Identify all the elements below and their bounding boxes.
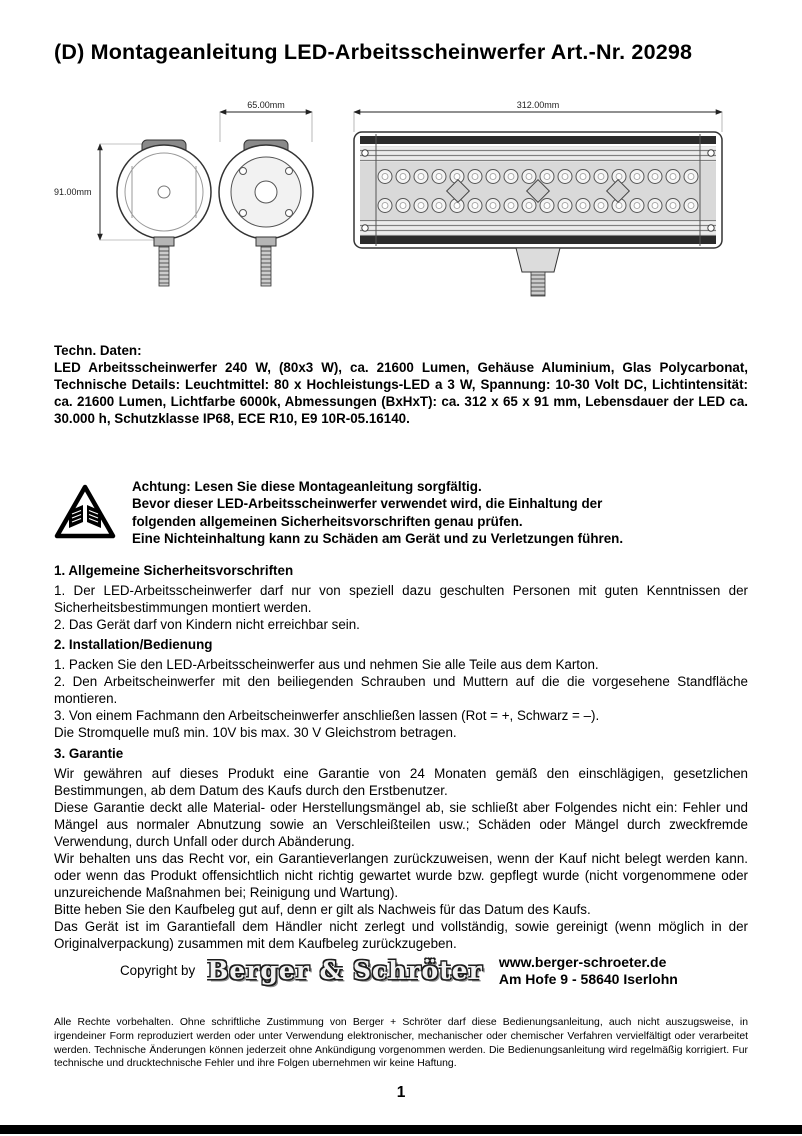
heatsink-fins-bottom	[360, 220, 716, 236]
bottom-bar	[0, 1125, 802, 1134]
section-line: Bitte heben Sie den Kaufbeleg gut auf, denn er gilt als Nachweis für das Datum des Kaufs.	[54, 902, 591, 917]
section-2-heading: 2. Installation/Bedienung	[54, 637, 213, 652]
tech-data-body: LED Arbeitsscheinwerfer 240 W, (80x3 W), ca. 21600 Lumen, Gehäuse Aluminium, Glas Polycarbonat, Technische Details: Leuchtmittel: 80 x Hochleistungs-LED a 3 W, Spannung: 10-30 Volt DC, Lichtintensität: ca. 21600 Lumen, Lichtfarbe 6000k, Abmessungen (BxHxT): ca. 312 x 65 x 91 mm, Lebensdauer der LED ca. 30.000 h, Schutzklasse IP68, ECE R10, E9 10R-05.16140.	[54, 360, 748, 426]
website-text: www.berger-schroeter.de	[498, 954, 667, 970]
page-number: 1	[396, 1084, 406, 1101]
contact-block	[499, 954, 678, 987]
drawing-bar-view	[354, 100, 722, 296]
dimension-label-height: 91.00mm	[54, 187, 92, 197]
company-logo: Berger & Schröter	[207, 956, 483, 985]
section-line: Das Gerät ist im Garantiefall dem Händler nicht zerlegt und vollständig, sowie gereinigt (wenn möglich in der Originalverpackung) zusammen mit dem Kaufbeleg zurückzugeben.	[54, 919, 748, 951]
lamp-stem-nut	[256, 237, 276, 246]
bar-mounting-bolt	[531, 272, 545, 296]
section-line: 1. Packen Sie den LED-Arbeitsscheinwerfer aus und nehmen Sie alle Teile aus dem Karton.	[54, 657, 599, 672]
lamp-stem-nut	[154, 237, 174, 246]
warning-text	[132, 478, 658, 548]
section-line: Diese Garantie deckt alle Material- oder Herstellungsmängel ab, sie schließt aber Folgendes nicht ein: Fehler und Mängel aus normaler Abnutzung sowie an Verschleißteilen usw.; Schäden oder Mängel durch zweckfremde Verwendung, durch Unfall oder durch Abänderung.	[54, 800, 748, 849]
section-safety	[54, 562, 748, 633]
section-line: Wir behalten uns das Recht vor, ein Garantieverlangen zurückzuweisen, wenn der Kauf nicht belegt werden kann. oder wenn das Produkt offensichtlich nicht richtig gewartet wurde bzw. gepflegt wurde (nicht vorgenommene oder unzureichende Maßnahmen bei; Reinigung und Wartung).	[54, 851, 748, 900]
section-line: 3. Von einem Fachmann den Arbeitscheinwerfer anschließen lassen (Rot = +, Schwarz = –).	[54, 708, 600, 723]
section-line: 2. Den Arbeitscheinwerfer mit den beiliegenden Schrauben und Muttern auf die die vorgesehene Standfläche montieren.	[54, 674, 748, 706]
address-text: Am Hofe 9 - 58640 Iserlohn	[498, 970, 678, 987]
dimension-label-width-small: 65.00mm	[247, 100, 285, 110]
warning-line: Eine Nichteinhaltung kann zu Schäden am Gerät und zu Verletzungen führen.	[132, 531, 624, 547]
page-title: (D) Montageanleitung LED-Arbeitsscheinwerfer Art.-Nr. 20298	[54, 40, 693, 64]
section-warranty	[54, 745, 748, 952]
legal-text: Alle Rechte vorbehalten. Ohne schriftliche Zustimmung von Berger + Schröter darf diese Bedienungsanleitung, auch nicht auszugsweise, in irgendeiner Form reproduziert werden oder unter Verwendung elektronischer, mechanischer oder chemischer Verfahren vervielfältigt oder verarbeitet werden. Technische Änderungen können jederzeit ohne Ankündigung vorgenommen werden. Die Bedienungsanleitung wird regelmäßig korrigiert. Fur technische und drucktechnische Fehler und ihre Folgen ubernehmen wir keine Haftung.	[54, 1017, 748, 1070]
drawing-front-view	[219, 100, 313, 286]
section-line: Wir gewähren auf dieses Produkt eine Garantie von 24 Monaten gemäß den einschlägigen, gesetzlichen Bestimmungen, ab dem Datum des Kaufs durch den Erstbenutzer.	[54, 766, 748, 798]
lamp-mounting-bolt	[159, 246, 169, 286]
technical-drawing	[54, 98, 748, 320]
heatsink-fins-top	[360, 146, 716, 162]
section-installation	[54, 636, 748, 741]
section-3-heading: 3. Garantie	[54, 746, 124, 761]
drawing-side-view	[54, 140, 211, 286]
copyright-label: Copyright by	[120, 963, 196, 978]
section-line: 1. Der LED-Arbeitsscheinwerfer darf nur von speziell dazu geschulten Personen mit guten Kenntnissen der Sicherheitsbestimmungen montiert werden.	[54, 583, 748, 615]
bar-mounting-bracket	[516, 248, 560, 272]
warning-line: Bevor dieser LED-Arbeitsscheinwerfer verwendet wird, die Einhaltung der folgenden allgemeinen Sicherheitsvorschriften genau prüfen.	[132, 496, 603, 529]
lamp-side-body	[117, 145, 211, 239]
warning-block	[54, 478, 748, 548]
drawing-svg	[54, 98, 754, 320]
dimension-label-width-bar: 312.00mm	[516, 100, 560, 110]
section-1-heading: 1. Allgemeine Sicherheitsvorschriften	[54, 563, 294, 578]
warning-line: Achtung: Lesen Sie diese Montageanleitung sorgfältig.	[132, 479, 482, 494]
section-line: Die Stromquelle muß min. 10V bis max. 30 V Gleichstrom betragen.	[54, 725, 457, 740]
footer	[54, 954, 748, 987]
tech-data-section	[54, 342, 748, 427]
warning-triangle-icon	[54, 478, 116, 548]
tech-data-heading: Techn. Daten:	[54, 343, 142, 358]
lamp-mounting-bolt	[261, 246, 271, 286]
section-line: 2. Das Gerät darf von Kindern nicht erreichbar sein.	[54, 617, 360, 632]
